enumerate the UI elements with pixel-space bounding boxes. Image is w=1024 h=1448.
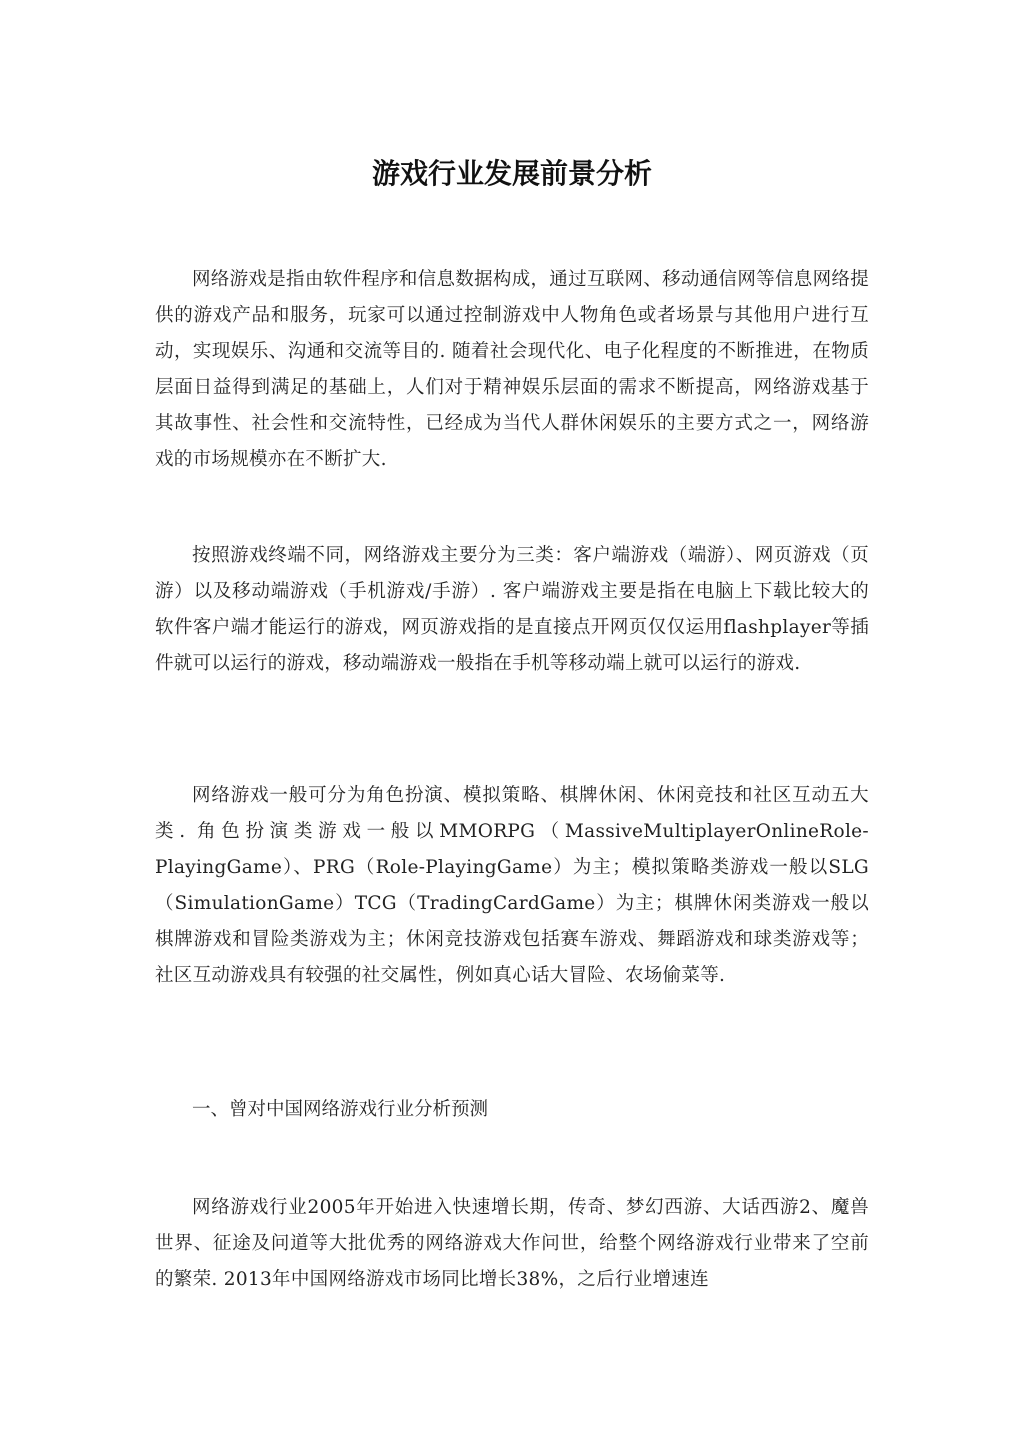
section-heading: 一、曾对中国网络游戏行业分析预测 (192, 1099, 489, 1120)
paragraph-online-game-definition: 网络游戏是指由软件程序和信息数据构成，通过互联网、移动通信网等信息网络提供的游戏产品和服务，玩家可以通过控制游戏中人物角色或者场景与其他用户进行互动，实现娱乐、沟通和交流等目的. 随着社会现代化、电子化程度的不断推进，在物质层面日益得到满足的基础上，人们对于精神娱乐层面的需求不断提高，网络游戏基于其故事性、社会性和交流特性，已经成为当代人群休闲娱乐的主要方式之一，网络游戏的市场规模亦在不断扩大. (155, 269, 869, 470)
paragraph-industry-growth: 网络游戏行业2005年开始进入快速增长期，传奇、梦幻西游、大话西游2、魔兽世界、征途及问道等大批优秀的网络游戏大作问世，给整个网络游戏行业带来了空前的繁荣. 2013年中国网络游戏市场同比增长38%，之后行业增速连 (155, 1197, 869, 1290)
paragraph-game-categories: 网络游戏一般可分为角色扮演、模拟策略、棋牌休闲、休闲竞技和社区互动五大类. 角色扮演类游戏一般以MMORPG（MassiveMultiplayerOnlineRole-PlayingGame）、PRG（Role-PlayingGame）为主；模拟策略类游戏一般以SLG（SimulationGame）TCG（TradingCardGame）为主；棋牌休闲类游戏一般以棋牌游戏和冒险类游戏为主；休闲竞技游戏包括赛车游戏、舞蹈游戏和球类游戏等；社区互动游戏具有较强的社交属性，例如真心话大冒险、农场偷菜等. (155, 785, 869, 986)
paragraph-game-terminal-types: 按照游戏终端不同，网络游戏主要分为三类：客户端游戏（端游）、网页游戏（页游）以及移动端游戏（手机游戏/手游）. 客户端游戏主要是指在电脑上下载比较大的软件客户端才能运行的游戏，网页游戏指的是直接点开网页仅仅运用flashplayer等插件就可以运行的游戏，移动端游戏一般指在手机等移动端上就可以运行的游戏. (155, 545, 869, 674)
document-title: 游戏行业发展前景分析 (371, 157, 652, 190)
